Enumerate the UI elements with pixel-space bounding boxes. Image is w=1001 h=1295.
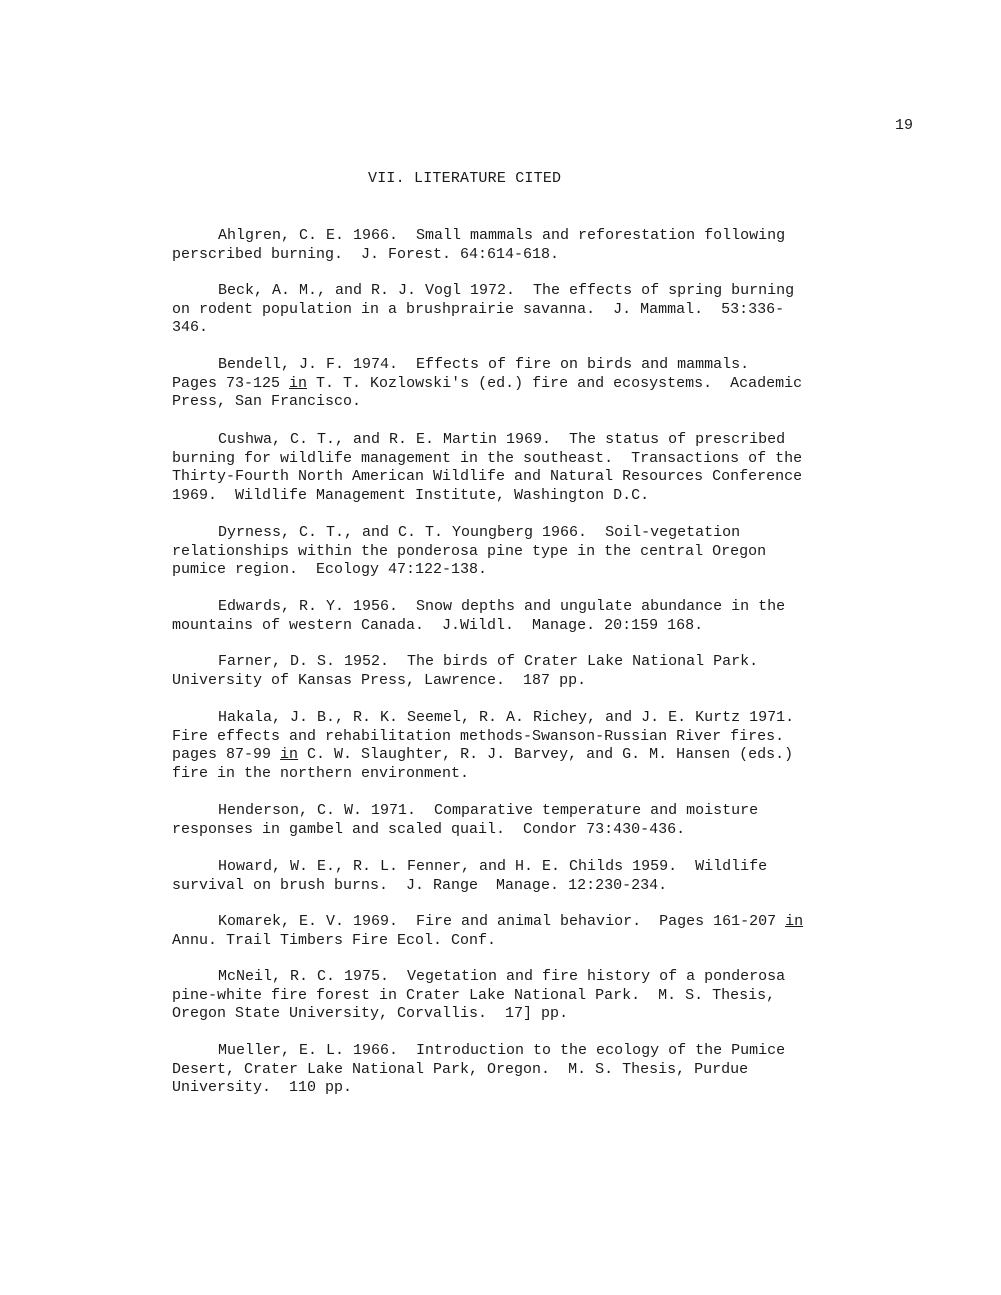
reference-entry (172, 227, 852, 264)
reference-line: Ahlgren, C. E. 1966. Small mammals and reforestation following (218, 227, 786, 244)
reference-line: Komarek, E. V. 1969. Fire and animal behavior. Pages 161-207 in (218, 913, 804, 930)
reference-line: Farner, D. S. 1952. The birds of Crater Lake National Park. (218, 653, 759, 670)
reference-line: pages 87-99 in C. W. Slaughter, R. J. Barvey, and G. M. Hansen (eds.) (172, 746, 794, 764)
page-number: 19 (895, 117, 914, 134)
reference-line: Cushwa, C. T., and R. E. Martin 1969. The status of prescribed (218, 431, 786, 448)
reference-entry (172, 431, 852, 506)
reference-line: Edwards, R. Y. 1956. Snow depths and ungulate abundance in the (218, 598, 786, 615)
reference-line: Henderson, C. W. 1971. Comparative temperature and moisture (218, 802, 759, 819)
reference-entry (172, 709, 852, 784)
reference-line: 346. (172, 319, 209, 337)
reference-entry (172, 858, 852, 895)
reference-line: responses in gambel and scaled quail. Condor 73:430-436. (172, 820, 686, 838)
reference-line: Annu. Trail Timbers Fire Ecol. Conf. (172, 931, 497, 949)
reference-line: pumice region. Ecology 47:122-138. (172, 561, 488, 579)
reference-line: 1969. Wildlife Management Institute, Washington D.C. (172, 487, 650, 505)
reference-entry (172, 524, 852, 580)
reference-line: Desert, Crater Lake National Park, Oregon. M. S. Thesis, Purdue (172, 1060, 749, 1078)
reference-entry (172, 653, 852, 690)
reference-entry (172, 282, 852, 338)
reference-entry (172, 913, 852, 950)
reference-line: Bendell, J. F. 1974. Effects of fire on birds and mammals. (218, 356, 750, 373)
reference-line: University. 110 pp. (172, 1079, 353, 1097)
reference-entry (172, 1042, 852, 1098)
reference-line: Hakala, J. B., R. K. Seemel, R. A. Richey, and J. E. Kurtz 1971. (218, 709, 795, 726)
reference-line: Thirty-Fourth North American Wildlife and Natural Resources Conference (172, 468, 803, 486)
reference-line: McNeil, R. C. 1975. Vegetation and fire history of a ponderosa (218, 968, 786, 985)
reference-line: Press, San Francisco. (172, 393, 362, 411)
reference-line: on rodent population in a brushprairie savanna. J. Mammal. 53:336- (172, 300, 785, 318)
section-heading: VII. LITERATURE CITED (368, 170, 562, 187)
reference-line: Oregon State University, Corvallis. 17] pp. (172, 1005, 569, 1023)
reference-entry (172, 968, 852, 1024)
reference-line: mountains of western Canada. J.Wildl. Manage. 20:159 168. (172, 616, 704, 634)
reference-line: Howard, W. E., R. L. Fenner, and H. E. Childs 1959. Wildlife (218, 858, 768, 875)
reference-line: Pages 73-125 in T. T. Kozlowski's (ed.) fire and ecosystems. Academic (172, 374, 803, 392)
reference-line: relationships within the ponderosa pine type in the central Oregon (172, 542, 767, 560)
reference-line: fire in the northern environment. (172, 765, 470, 783)
reference-line: burning for wildlife management in the southeast. Transactions of the (172, 449, 803, 467)
reference-line: Dyrness, C. T., and C. T. Youngberg 1966. Soil-vegetation (218, 524, 741, 541)
reference-entry (172, 356, 852, 412)
reference-entry (172, 598, 852, 635)
reference-line: Mueller, E. L. 1966. Introduction to the ecology of the Pumice (218, 1042, 786, 1059)
reference-line: survival on brush burns. J. Range Manage. 12:230-234. (172, 876, 668, 894)
reference-line: University of Kansas Press, Lawrence. 187 pp. (172, 671, 587, 689)
reference-line: pine-white fire forest in Crater Lake National Park. M. S. Thesis, (172, 986, 776, 1004)
reference-entry (172, 802, 852, 839)
reference-line: Beck, A. M., and R. J. Vogl 1972. The effects of spring burning (218, 282, 795, 299)
reference-line: perscribed burning. J. Forest. 64:614-618. (172, 245, 560, 263)
reference-line: Fire effects and rehabilitation methods-Swanson-Russian River fires. (172, 727, 785, 745)
